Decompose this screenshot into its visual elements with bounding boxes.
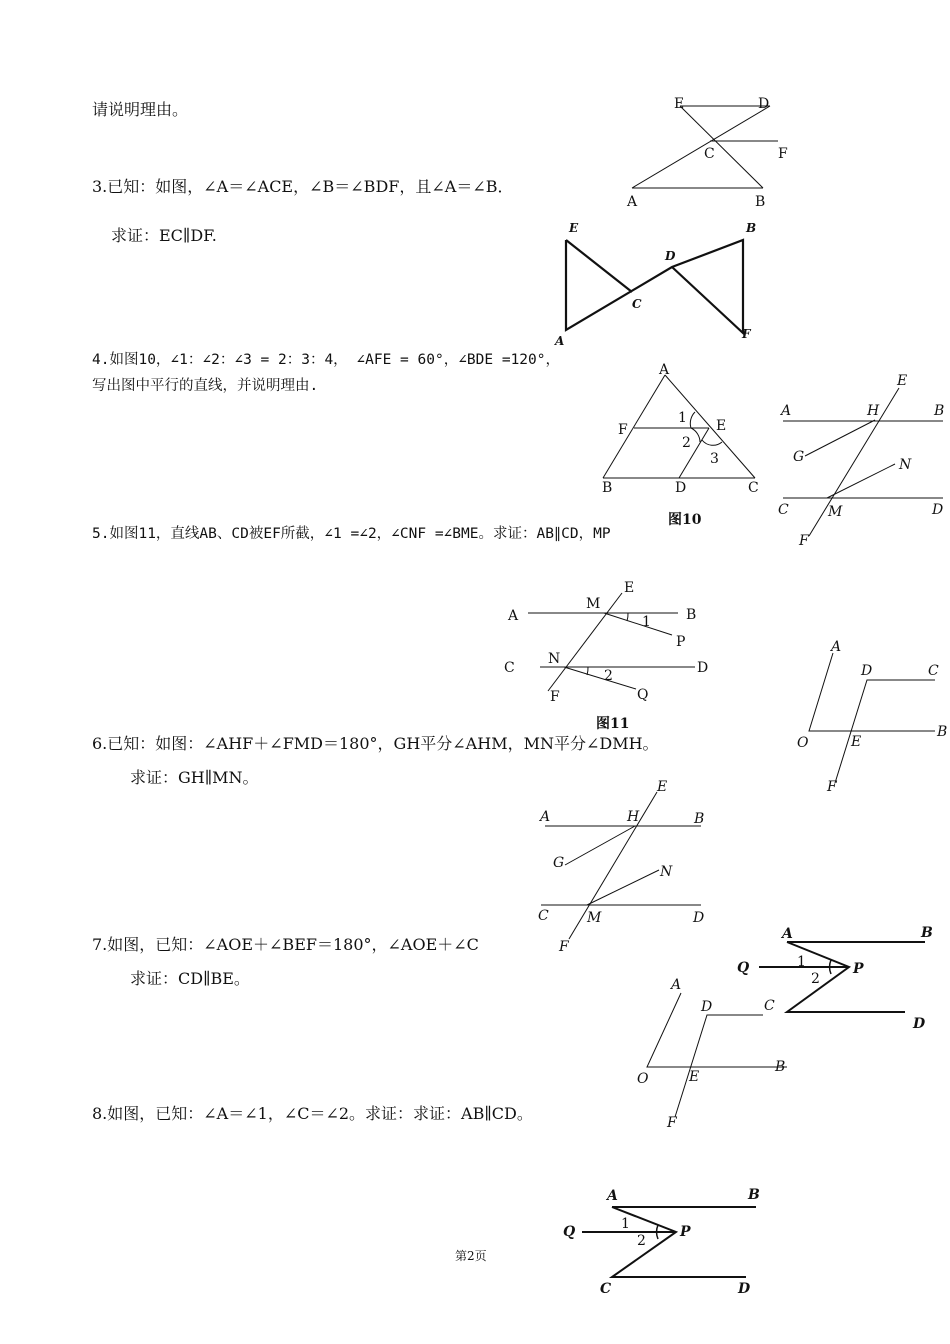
label-O: O bbox=[637, 1071, 649, 1087]
label-1: 1 bbox=[642, 614, 651, 630]
label-P: P bbox=[680, 1224, 691, 1240]
figure10-caption: 图10 bbox=[668, 512, 702, 528]
label-F: F bbox=[559, 939, 569, 955]
label-2: 2 bbox=[637, 1233, 646, 1249]
label-D: D bbox=[665, 249, 676, 263]
label-B: B bbox=[937, 724, 948, 740]
label-A: A bbox=[671, 977, 682, 993]
label-C: C bbox=[748, 480, 759, 496]
label-B: B bbox=[746, 221, 757, 235]
label-B: B bbox=[934, 403, 945, 419]
problem8-statement: 8.如图，已知：∠A＝∠1，∠C＝∠2。求证：求证：AB∥CD。 bbox=[92, 1104, 533, 1123]
problem2-tail: 请说明理由。 bbox=[92, 100, 189, 119]
label-C: C bbox=[778, 502, 789, 518]
label-E: E bbox=[569, 221, 579, 235]
label-A: A bbox=[555, 334, 565, 348]
figure-ODC-top bbox=[795, 635, 950, 795]
figure-10 bbox=[595, 360, 765, 500]
label-M: M bbox=[587, 910, 602, 926]
label-F: F bbox=[618, 422, 628, 438]
label-C: C bbox=[928, 663, 939, 679]
problem4-question: 写出图中平行的直线，并说明理由. bbox=[92, 378, 319, 394]
label-B: B bbox=[748, 1187, 760, 1203]
label-C: C bbox=[600, 1281, 612, 1297]
problem4-statement: 4.如图10，∠1：∠2：∠3 = 2：3：4， ∠AFE = 60°，∠BDE =120°， bbox=[92, 352, 560, 368]
label-2: 2 bbox=[682, 435, 691, 451]
label-D: D bbox=[861, 663, 873, 679]
label-P: P bbox=[676, 634, 686, 650]
problem3-statement: 3.已知：如图，∠A＝∠ACE，∠B＝∠BDF，且∠A＝∠B． bbox=[92, 177, 514, 196]
label-P: P bbox=[853, 961, 864, 977]
label-C: C bbox=[704, 146, 715, 162]
label-E: E bbox=[624, 580, 635, 596]
label-A: A bbox=[831, 639, 842, 655]
label-C: C bbox=[504, 660, 515, 676]
label-B: B bbox=[686, 607, 697, 623]
label-D: D bbox=[913, 1016, 926, 1032]
label-Q: Q bbox=[637, 687, 649, 703]
label-A: A bbox=[607, 1188, 618, 1204]
label-2: 2 bbox=[604, 668, 613, 684]
page-footer: 第2页 bbox=[455, 1249, 487, 1263]
label-A: A bbox=[782, 926, 793, 942]
label-1: 1 bbox=[797, 954, 806, 970]
label-E: E bbox=[657, 779, 668, 795]
label-B: B bbox=[602, 480, 613, 496]
label-A: A bbox=[659, 362, 670, 378]
label-1: 1 bbox=[678, 410, 687, 426]
label-E: E bbox=[716, 418, 727, 434]
label-D: D bbox=[758, 96, 770, 112]
label-2: 2 bbox=[811, 971, 820, 987]
problem6-statement: 6.已知：如图：∠AHF＋∠FMD＝180°，GH平分∠AHM，MN平分∠DMH。 bbox=[92, 734, 659, 753]
label-F: F bbox=[827, 779, 837, 795]
label-Q: Q bbox=[563, 1224, 576, 1240]
label-D: D bbox=[675, 480, 687, 496]
label-F: F bbox=[778, 146, 788, 162]
label-N: N bbox=[660, 864, 673, 880]
label-3: 3 bbox=[710, 451, 719, 467]
label-B: B bbox=[755, 194, 766, 210]
problem3-prove: 求证：EC∥DF. bbox=[111, 226, 217, 245]
label-D: D bbox=[932, 502, 944, 518]
label-O: O bbox=[797, 735, 809, 751]
label-D: D bbox=[738, 1281, 751, 1297]
figure11-caption: 图11 bbox=[596, 716, 630, 732]
figure-crossing-lines bbox=[620, 92, 800, 214]
label-D: D bbox=[693, 910, 705, 926]
label-A: A bbox=[627, 194, 638, 210]
label-N: N bbox=[548, 651, 561, 667]
label-E: E bbox=[851, 734, 862, 750]
label-E: E bbox=[689, 1069, 700, 1085]
label-F: F bbox=[742, 327, 751, 341]
figure-QP-bottom bbox=[560, 1185, 770, 1300]
label-A: A bbox=[508, 608, 519, 624]
label-A: A bbox=[540, 809, 551, 825]
label-D: D bbox=[701, 999, 713, 1015]
label-H: H bbox=[867, 403, 880, 419]
label-A: A bbox=[781, 403, 792, 419]
label-G: G bbox=[793, 449, 805, 465]
label-1: 1 bbox=[621, 1216, 630, 1232]
figure-parallel-HM-middle bbox=[535, 775, 720, 955]
label-F: F bbox=[667, 1115, 677, 1131]
label-C: C bbox=[538, 908, 549, 924]
problem6-prove: 求证：GH∥MN。 bbox=[130, 768, 259, 787]
label-C: C bbox=[632, 297, 642, 311]
figure-ODC-middle bbox=[635, 975, 795, 1135]
label-M: M bbox=[828, 504, 843, 520]
problem5-statement: 5.如图11，直线AB、CD被EF所截，∠1 =∠2，∠CNF =∠BME。求证：AB∥CD，MP bbox=[92, 526, 611, 542]
label-F: F bbox=[550, 689, 560, 705]
figure-parallel-HM-top bbox=[775, 368, 950, 548]
label-G: G bbox=[553, 855, 565, 871]
problem7-prove: 求证：CD∥BE。 bbox=[130, 969, 250, 988]
figure-bowtie bbox=[550, 220, 770, 350]
label-E: E bbox=[674, 96, 685, 112]
label-F: F bbox=[799, 533, 809, 549]
label-C: C bbox=[764, 998, 775, 1014]
label-B: B bbox=[921, 925, 933, 941]
label-B: B bbox=[775, 1059, 786, 1075]
label-N: N bbox=[899, 457, 912, 473]
label-M: M bbox=[586, 596, 601, 612]
label-H: H bbox=[627, 809, 640, 825]
problem7-statement: 7.如图，已知：∠AOE＋∠BEF＝180°，∠AOE＋∠C bbox=[92, 935, 479, 954]
label-B: B bbox=[694, 811, 705, 827]
label-E: E bbox=[897, 373, 908, 389]
label-D: D bbox=[697, 660, 709, 676]
label-Q: Q bbox=[737, 960, 750, 976]
figure-11 bbox=[500, 575, 720, 710]
